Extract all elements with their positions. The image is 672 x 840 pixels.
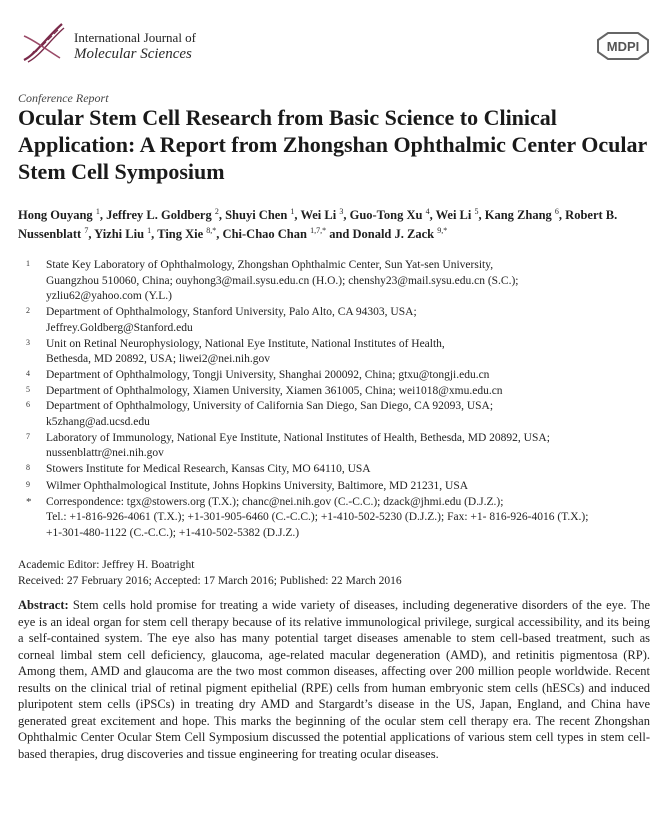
journal-name-line1: International Journal of [74, 30, 197, 45]
affiliation-item [18, 368, 650, 384]
author-affiliation-mark: 6 [554, 207, 559, 216]
affiliation-item [18, 384, 650, 400]
author-name: Ting Xie [157, 227, 204, 242]
affiliation-line: k5zhang@ad.ucsd.edu [46, 415, 150, 428]
author-affiliation-mark: 1 [290, 207, 295, 216]
journal-header [18, 18, 658, 68]
affiliation-number: 6 [26, 400, 30, 409]
affiliation-line: Department of Ophthalmology, Tongji University, Shanghai 200092, China; gtxu@tongji.edu.cn [46, 369, 490, 381]
affiliation-item [18, 399, 650, 430]
author-affiliation-mark: 1,7,* [310, 226, 327, 236]
affiliation-line: Jeffrey.Goldberg@Stanford.edu [46, 321, 193, 334]
affiliation-item [18, 462, 650, 478]
affiliation-number: 3 [26, 337, 30, 347]
author-name: Hong Ouyang [18, 208, 93, 223]
affiliation-line: Bethesda, MD 20892, USA; liwei2@nei.nih.gov [46, 353, 270, 365]
affiliation-number: 4 [26, 369, 30, 378]
affiliation-line: Unit on Retinal Neurophysiology, National Eye Institute, National Institutes of Health, [46, 337, 445, 350]
publisher-name: MDPI [606, 39, 640, 54]
affiliation-line: Guangzhou 510060, China; ouyhong3@mail.sysu.edu.cn (H.O.); chenshy23@mail.sysu.edu.cn (S.C.); [46, 274, 519, 287]
author-affiliation-mark: 8,* [206, 226, 217, 236]
author-name: Donald J. Zack [352, 227, 435, 242]
affiliation-line: Department of Ophthalmology, University of California San Diego, San Diego, CA 92093, USA; [46, 400, 494, 412]
mdpi-logo [594, 30, 652, 62]
author-name: Kang Zhang [484, 208, 552, 223]
affiliation-item [18, 305, 650, 336]
dna-helix-icon [18, 18, 66, 66]
article-type: Conference Report [18, 91, 109, 105]
author-name: Yizhi Liu [94, 227, 145, 242]
author-affiliation-mark: 7 [84, 226, 89, 236]
author-name: Wei Li [300, 208, 337, 223]
affiliation-line: Wilmer Ophthalmological Institute, Johns Hopkins University, Baltimore, MD 21231, USA [46, 480, 469, 492]
affiliation-line: Correspondence: tgx@stowers.org (T.X.); chanc@nei.nih.gov (C.-C.C.); dzack@jhmi.edu (D.J.Z.); [46, 495, 504, 508]
affiliation-line: nussenblattr@nei.nih.gov [46, 447, 164, 459]
author-affiliation-mark: 2 [214, 207, 219, 216]
author-affiliation-mark: 3 [339, 207, 344, 216]
affiliation-number: 9 [26, 480, 30, 489]
author-name: Jeffrey L. Goldberg [106, 208, 212, 223]
affiliation-number: 1 [26, 259, 30, 268]
abstract [18, 597, 650, 762]
affiliation-line: Laboratory of Immunology, National Eye Institute, National Institutes of Health, Bethesda, MD 20892, USA; [46, 431, 550, 444]
affiliation-line: +1-301-480-1122 (C.-C.C.); +1-410-502-5382 (D.J.Z.) [46, 526, 300, 539]
affiliation-line: Stowers Institute for Medical Research, Kansas City, MO 64110, USA [46, 463, 371, 475]
author-affiliation-mark: 1 [147, 226, 152, 236]
author-name: Shuyi Chen [225, 208, 288, 223]
affiliation-number: 2 [26, 306, 30, 315]
academic-editor: Academic Editor: Jeffrey H. Boatright [18, 559, 195, 571]
affiliation-item [18, 495, 650, 542]
author-affiliation-mark: 1 [95, 207, 100, 216]
affiliation-line: Tel.: +1-816-926-4061 (T.X.); +1-301-905-6460 (C.-C.C.); +1-410-502-5230 (D.J.Z.); Fax: +1- 816-926-4016 (T.X.); [46, 511, 589, 523]
author-name: Chi-Chao Chan [222, 227, 307, 242]
author-name: Guo-Tong Xu [349, 208, 423, 223]
affiliation-number: 5 [26, 384, 30, 394]
affiliation-item [18, 431, 650, 462]
abstract-label: Abstract: [18, 598, 69, 612]
author-affiliation-mark: 4 [425, 207, 430, 216]
publication-dates: Received: 27 February 2016; Accepted: 17 March 2016; Published: 22 March 2016 [18, 575, 402, 587]
editorial-info [18, 557, 402, 589]
affiliation-line: yzliu62@yahoo.com (Y.L.) [46, 290, 172, 302]
journal-name [74, 30, 196, 62]
abstract-text: Stem cells hold promise for treating a wide variety of diseases, including degenerative disorders of the eye. The eye is an ideal organ for stem cell therapy because of its relative immunological privilege, surgical accessibility, and its being a self-contained system. The eye also has many potential target diseases amenable to stem cell-based treatment, such as corneal limbal stem cell deficiency, glaucoma, age-related macular degeneration (AMD), and retinitis pigmentosa (RP). Among them, AMD and glaucoma are the two most common diseases, affecting over 200 million people worldwide. Recent results on the clinical trial of retinal pigment epithelial (RPE) cells from human embryonic stem cells (hESCs) and induced pluripotent stem cells (iPSCs) in treating dry AMD and Stargardt’s disease in the US, Japan, England, and China have generated great excitement and hope. This marks the beginning of the ocular stem cell therapy era. The recent Zhongshan Ophthalmic Center Ocular Stem Cell Symposium discussed the potential applications of various stem cell types in stem cell-based therapies, drug discoveries and tissue engineering for treating ocular diseases. [18, 598, 650, 761]
author-affiliation-mark: 5 [474, 207, 479, 216]
author-list: Hong Ouyang $^1$, Jeffrey L. Goldberg $^2$, Shuyi Chen $^1$, Wei Li $^3$, Guo-Tong Xu $^4$, Wei Li $^5$, Kang Zhang $^6$, Robert B. Nussenblatt $^7$, Yizhi Liu $^1$, Ting Xie $^{8,*}$, Chi-Chao Chan $^{1,7,*}$ and Donald J. Zack $^{9,*}$ [18, 207, 618, 242]
affiliation-line: Department of Ophthalmology, Xiamen University, Xiamen 361005, China; wei1018@xmu.edu.cn [46, 384, 503, 397]
affiliation-number: 7 [26, 431, 30, 441]
journal-name-line2: Molecular Sciences [74, 46, 192, 62]
affiliation-number: 8 [26, 463, 30, 472]
author-affiliation-mark: 9,* [437, 226, 448, 236]
affiliation-item [18, 479, 650, 495]
affiliations [18, 258, 650, 541]
affiliation-number: * [26, 495, 32, 508]
author-name: Wei Li [435, 208, 472, 223]
author-name: Robert B. Nussenblatt [18, 208, 618, 242]
affiliation-line: State Key Laboratory of Ophthalmology, Zhongshan Ophthalmic Center, Sun Yat-sen University, [46, 259, 494, 271]
affiliation-item [18, 337, 650, 368]
affiliation-item [18, 258, 650, 305]
affiliation-line: Department of Ophthalmology, Stanford University, Palo Alto, CA 94303, USA; [46, 306, 417, 318]
article-title: Ocular Stem Cell Research from Basic Science to Clinical Application: A Report from Zhongshan Ophthalmic Center Ocular Stem Cell Symposium [18, 105, 647, 184]
